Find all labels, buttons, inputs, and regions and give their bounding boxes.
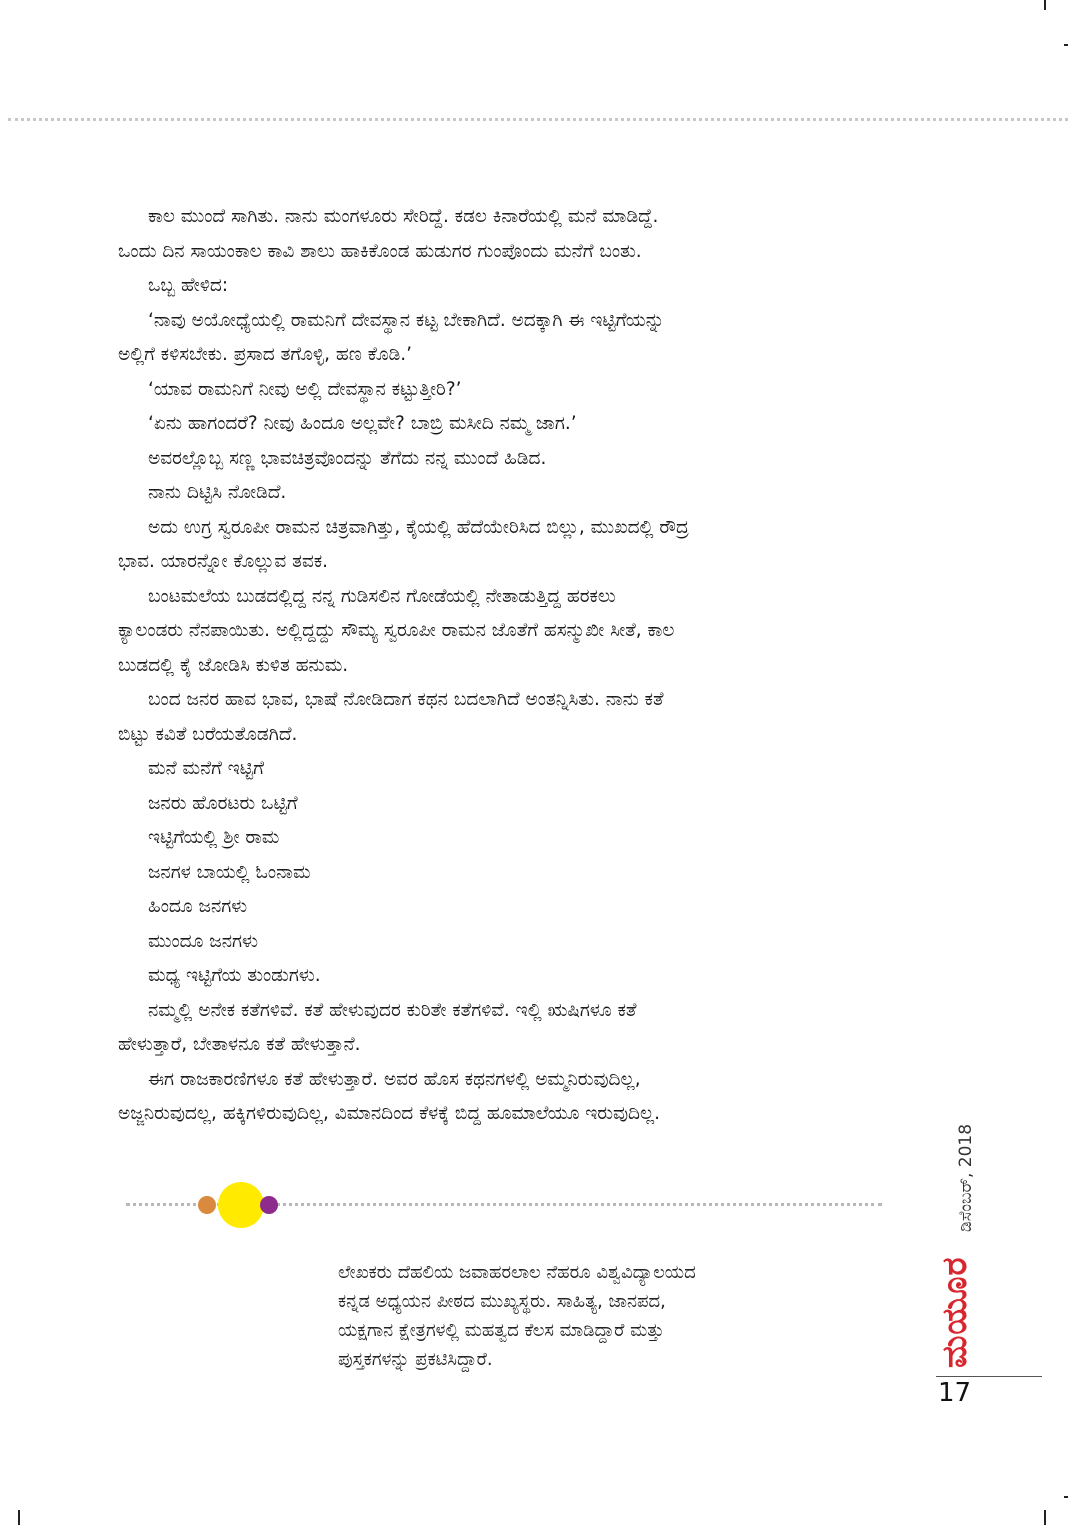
article-line: ಅಜ್ಜನಿರುವುದಲ್ಲ, ಹಕ್ಕಿಗಳಿರುವುದಿಲ್ಲ, ವಿಮಾನದಿಂದ ಕೆಳಕ್ಕೆ ಬಿದ್ದ ಹೂಮಾಲೆಯೂ ಇರುವುದಿಲ್ಲ. [118, 1103, 661, 1124]
page-number-rule [936, 1376, 1042, 1377]
author-note-line: ಲೇಖಕರು ದೆಹಲಿಯ ಜವಾಹರಲಾಲ ನೆಹರೂ ವಿಶ್ವವಿದ್ಯಾಲಯದ [338, 1262, 696, 1283]
article-line: ಜನಗಳ ಬಾಯಲ್ಲಿ ಓಂನಾಮ [148, 861, 311, 883]
author-note-line: ಪುಸ್ತಕಗಳನ್ನು ಪ್ರಕಟಿಸಿದ್ದಾರೆ. [338, 1349, 493, 1370]
article-line: ಅಲ್ಲಿಗೆ ಕಳಿಸಬೇಕು. ಪ್ರಸಾದ ತಗೊಳ್ಳಿ, ಹಣ ಕೊಡಿ.’ [118, 344, 413, 365]
article-line: ಜನರು ಹೊರಟರು ಒಟ್ಟಿಗೆ [148, 792, 298, 814]
crop-mark [1064, 44, 1068, 46]
section-divider [126, 1190, 882, 1220]
article-line: ಈಗ ರಾಜಕಾರಣಿಗಳೂ ಕತೆ ಹೇಳುತ್ತಾರೆ. ಅವರ ಹೊಸ ಕಥನಗಳಲ್ಲಿ ಅಮ್ಮನಿರುವುದಿಲ್ಲ, [148, 1068, 641, 1090]
article-line: ಕ್ಯಾಲಂಡರು ನೆನಪಾಯಿತು. ಅಲ್ಲಿದ್ದದ್ದು ಸೌಮ್ಯ ಸ್ವರೂಪೀ ರಾಮನ ಜೊತೆಗೆ ಹಸನ್ಮುಖೀ ಸೀತೆ, ಕಾಲ [118, 620, 675, 641]
article-line: ಹಿಂದೂ ಜನಗಳು [148, 896, 248, 917]
article-line: ಅದು ಉಗ್ರ ಸ್ವರೂಪೀ ರಾಮನ ಚಿತ್ರವಾಗಿತ್ತು, ಕೈಯಲ್ಲಿ ಹೆದೆಯೇರಿಸಿದ ಬಿಲ್ಲು, ಮುಖದಲ್ಲಿ ರೌದ್ರ [148, 516, 689, 538]
magazine-logo: ಮಯೂರ [935, 1256, 975, 1368]
author-note [338, 1258, 898, 1374]
article-line: ಬಂದ ಜನರ ಹಾವ ಭಾವ, ಭಾಷೆ ನೋಡಿದಾಗ ಕಥನ ಬದಲಾಗಿದೆ ಅಂತನ್ನಿಸಿತು. ನಾನು ಕತೆ [148, 689, 664, 710]
article-line: ಅವರಲ್ಲೊಬ್ಬ ಸಣ್ಣ ಭಾವಚಿತ್ರವೊಂದನ್ನು ತೆಗೆದು ನನ್ನ ಮುಂದೆ ಹಿಡಿದ. [148, 447, 547, 469]
article-body [118, 200, 918, 1132]
article-line: ‘ಏನು ಹಾಗಂದರೆ? ನೀವು ಹಿಂದೂ ಅಲ್ಲವೇ? ಬಾಬ್ರಿ ಮಸೀದಿ ನಮ್ಮ ಜಾಗ.’ [148, 413, 577, 434]
crop-mark [1044, 0, 1046, 10]
article-line: ಬಿಟ್ಟು ಕವಿತೆ ಬರೆಯತೊಡಗಿದೆ. [118, 723, 298, 745]
article-line: ನಮ್ಮಲ್ಲಿ ಅನೇಕ ಕತೆಗಳಿವೆ. ಕತೆ ಹೇಳುವುದರ ಕುರಿತೇ ಕತೆಗಳಿವೆ. ಇಲ್ಲಿ ಋಷಿಗಳೂ ಕತೆ [148, 999, 637, 1021]
article-line: ಬಂಟಮಲೆಯ ಬುಡದಲ್ಲಿದ್ದ ನನ್ನ ಗುಡಿಸಲಿನ ಗೋಡೆಯಲ್ಲಿ ನೇತಾಡುತ್ತಿದ್ದ ಹರಕಲು [148, 585, 616, 607]
crop-mark [1064, 1496, 1068, 1498]
header-dotted-rule [8, 118, 1068, 121]
article-line: ಹೇಳುತ್ತಾರೆ, ಬೇತಾಳನೂ ಕತೆ ಹೇಳುತ್ತಾನೆ. [118, 1034, 361, 1055]
article-line: ಒಬ್ಬ ಹೇಳಿದ: [148, 275, 229, 296]
article-line: ಬುಡದಲ್ಲಿ ಕೈ ಜೋಡಿಸಿ ಕುಳಿತ ಹನುಮ. [118, 654, 349, 676]
article-line: ಮಧ್ಯ ಇಟ್ಟಿಗೆಯ ತುಂಡುಗಳು. [148, 965, 321, 986]
orange-dot-ornament [198, 1196, 216, 1214]
article-line: ನಾನು ದಿಟ್ಟಿಸಿ ನೋಡಿದೆ. [148, 482, 287, 503]
crop-mark [18, 1510, 20, 1525]
article-line: ಇಟ್ಟಿಗೆಯಲ್ಲಿ ಶ್ರೀ ರಾಮ [148, 827, 280, 848]
yellow-dot-ornament [218, 1182, 264, 1228]
author-note-line: ಯಕ್ಷಗಾನ ಕ್ಷೇತ್ರಗಳಲ್ಲಿ ಮಹತ್ವದ ಕೆಲಸ ಮಾಡಿದ್ದಾರೆ ಮತ್ತು [338, 1320, 664, 1341]
article-line: ಭಾವ. ಯಾರನ್ನೋ ಕೊಲ್ಲುವ ತವಕ. [118, 551, 329, 572]
article-line: ಕಾಲ ಮುಂದೆ ಸಾಗಿತು. ನಾನು ಮಂಗಳೂರು ಸೇರಿದ್ದೆ. ಕಡಲ ಕಿನಾರೆಯಲ್ಲಿ ಮನೆ ಮಾಡಿದ್ದೆ. [148, 206, 659, 227]
article-line: ಒಂದು ದಿನ ಸಾಯಂಕಾಲ ಕಾವಿ ಶಾಲು ಹಾಕಿಕೊಂಡ ಹುಡುಗರ ಗುಂಪೊಂದು ಮನೆಗೆ ಬಂತು. [118, 240, 642, 262]
crop-mark [1044, 1510, 1046, 1525]
article-line: ಮನೆ ಮನೆಗೆ ಇಟ್ಟಿಗೆ [148, 758, 264, 779]
author-note-line: ಕನ್ನಡ ಅಧ್ಯಯನ ಪೀಠದ ಮುಖ್ಯಸ್ಥರು. ಸಾಹಿತ್ಯ, ಜಾನಪದ, [338, 1291, 666, 1312]
article-line: ‘ನಾವು ಅಯೋಧ್ಯೆಯಲ್ಲಿ ರಾಮನಿಗೆ ದೇವಸ್ಥಾನ ಕಟ್ಟ ಬೇಕಾಗಿದೆ. ಅದಕ್ಕಾಗಿ ಈ ಇಟ್ಟಿಗೆಯನ್ನು [148, 309, 665, 331]
page-number: 17 [938, 1378, 972, 1408]
article-line: ‘ಯಾವ ರಾಮನಿಗೆ ನೀವು ಅಲ್ಲಿ ದೇವಸ್ಥಾನ ಕಟ್ಟುತ್ತೀರಿ?’ [148, 378, 462, 400]
article-line: ಮುಂದೂ ಜನಗಳು [148, 930, 258, 952]
purple-dot-ornament [260, 1196, 278, 1214]
issue-date: ಡಿಸೆಂಬರ್, 2018 [956, 1123, 976, 1232]
